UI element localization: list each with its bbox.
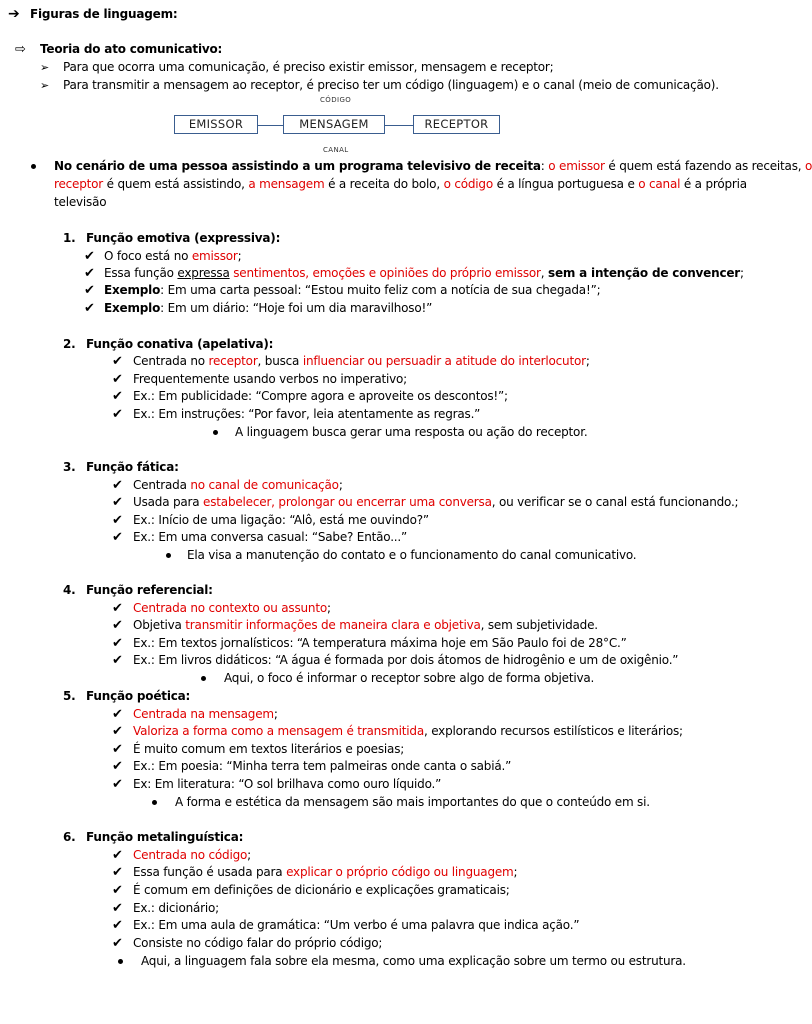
checkmark-icon: ✔ (112, 601, 123, 616)
list-item: Usada para estabelecer, prolongar ou encerrar uma conversa, ou verificar se o canal está funcionando.; (133, 495, 739, 509)
scenario-line-1: No cenário de uma pessoa assistindo a um programa televisivo de receita: o emissor é quem está fazendo as receitas, o (54, 159, 812, 173)
list-note: A linguagem busca gerar uma resposta ou ação do receptor. (235, 425, 588, 439)
list-item: Exemplo: Em uma carta pessoal: “Estou muito feliz com a notícia de sua chegada!”; (104, 283, 601, 297)
list-item: Ex: Em literatura: “O sol brilhava como ouro líquido.” (133, 777, 442, 791)
scenario-line-2: receptor é quem está assistindo, a mensagem é a receita do bolo, o código é a língua portuguesa e o canal é a própria (54, 177, 747, 191)
bullet-dot (31, 164, 36, 169)
diagram-box-mensagem: MENSAGEM (283, 115, 385, 134)
checkmark-icon: ✔ (84, 249, 95, 264)
list-item: Centrada no contexto ou assunto; (133, 601, 331, 615)
section-heading-conativa: Função conativa (apelativa): (86, 337, 274, 351)
checkmark-icon: ✔ (112, 936, 123, 951)
list-item: Centrada na mensagem; (133, 707, 278, 721)
checkmark-icon: ✔ (112, 901, 123, 916)
diagram-label-codigo: CÓDIGO (320, 96, 352, 104)
bullet-dot (201, 676, 206, 681)
list-item: Ex.: Em uma conversa casual: “Sabe? Então...” (133, 530, 408, 544)
checkmark-icon: ✔ (112, 724, 123, 739)
list-note: Aqui, o foco é informar o receptor sobre algo de forma objetiva. (224, 671, 595, 685)
bullet-dot (152, 800, 157, 805)
diagram-box-receptor: RECEPTOR (413, 115, 500, 134)
list-note: A forma e estética da mensagem são mais importantes do que o conteúdo em si. (175, 795, 650, 809)
diagram-box-emissor: EMISSOR (174, 115, 258, 134)
checkmark-icon: ✔ (112, 742, 123, 757)
teoria-heading: Teoria do ato comunicativo: (40, 42, 223, 56)
list-note: Aqui, a linguagem fala sobre ela mesma, como uma explicação sobre um termo ou estrutura. (141, 954, 686, 968)
teoria-item: Para transmitir a mensagem ao receptor, é preciso ter um código (linguagem) e o canal (meio de comunicação). (63, 78, 719, 92)
list-item: Essa função é usada para explicar o próprio código ou linguagem; (133, 865, 518, 879)
list-item: Ex.: Em uma aula de gramática: “Um verbo é uma palavra que indica ação.” (133, 918, 580, 932)
arrowhead-bullet-icon: ➢ (40, 79, 50, 92)
section-number: 3. (63, 460, 76, 474)
checkmark-icon: ✔ (112, 530, 123, 545)
list-item: É comum em definições de dicionário e explicações gramaticais; (133, 883, 510, 897)
list-item: Centrada no código; (133, 848, 251, 862)
section-heading-referencial: Função referencial: (86, 583, 213, 597)
checkmark-icon: ✔ (112, 865, 123, 880)
page-title: Figuras de linguagem: (30, 7, 178, 21)
section-number: 4. (63, 583, 76, 597)
checkmark-icon: ✔ (112, 777, 123, 792)
checkmark-icon: ✔ (112, 495, 123, 510)
diagram-connector (258, 125, 283, 126)
section-number: 6. (63, 830, 76, 844)
checkmark-icon: ✔ (112, 707, 123, 722)
checkmark-icon: ✔ (112, 513, 123, 528)
list-item: Ex.: Em livros didáticos: “A água é formada por dois átomos de hidrogênio e um de oxigênio.” (133, 653, 679, 667)
teoria-item: Para que ocorra uma comunicação, é preciso existir emissor, mensagem e receptor; (63, 60, 554, 74)
section-heading-fatica: Função fática: (86, 460, 179, 474)
diagram-label-canal: CANAL (323, 146, 349, 154)
bullet-dot (118, 959, 123, 964)
checkmark-icon: ✔ (112, 918, 123, 933)
section-number: 1. (63, 231, 76, 245)
list-item: Ex.: dicionário; (133, 901, 219, 915)
list-item: Ex.: Em instruções: “Por favor, leia atentamente as regras.” (133, 407, 481, 421)
checkmark-icon: ✔ (112, 759, 123, 774)
list-item: Centrada no canal de comunicação; (133, 478, 343, 492)
checkmark-icon: ✔ (112, 389, 123, 404)
checkmark-icon: ✔ (112, 653, 123, 668)
checkmark-icon: ✔ (112, 354, 123, 369)
list-item: Objetiva transmitir informações de maneira clara e objetiva, sem subjetividade. (133, 618, 598, 632)
diagram-connector (385, 125, 413, 126)
checkmark-icon: ✔ (84, 301, 95, 316)
section-heading-metalinguistica: Função metalinguística: (86, 830, 244, 844)
list-item: Valoriza a forma como a mensagem é transmitida, explorando recursos estilísticos e literários; (133, 724, 683, 738)
checkmark-icon: ✔ (112, 407, 123, 422)
checkmark-icon: ✔ (112, 618, 123, 633)
section-heading-poetica: Função poética: (86, 689, 191, 703)
checkmark-icon: ✔ (112, 478, 123, 493)
arrowhead-bullet-icon: ➢ (40, 61, 50, 74)
checkmark-icon: ✔ (112, 883, 123, 898)
list-item: O foco está no emissor; (104, 249, 242, 263)
list-item: É muito comum em textos literários e poesias; (133, 742, 405, 756)
list-item: Ex.: Em textos jornalísticos: “A temperatura máxima hoje em São Paulo foi de 28°C.” (133, 636, 627, 650)
list-item: Essa função expressa sentimentos, emoções e opiniões do próprio emissor, sem a intenção de convencer; (104, 266, 744, 280)
list-item: Frequentemente usando verbos no imperativo; (133, 372, 407, 386)
list-note: Ela visa a manutenção do contato e o funcionamento do canal comunicativo. (187, 548, 637, 562)
bullet-dot (166, 553, 171, 558)
checkmark-icon: ✔ (84, 266, 95, 281)
list-item: Ex.: Em publicidade: “Compre agora e aproveite os descontos!”; (133, 389, 508, 403)
checkmark-icon: ✔ (112, 372, 123, 387)
list-item: Ex.: Em poesia: “Minha terra tem palmeiras onde canta o sabiá.” (133, 759, 512, 773)
checkmark-icon: ✔ (112, 848, 123, 863)
section-number: 2. (63, 337, 76, 351)
arrow-bullet-icon: ➔ (8, 6, 20, 22)
list-item: Consiste no código falar do próprio código; (133, 936, 383, 950)
bullet-dot (213, 430, 218, 435)
section-heading-emotiva: Função emotiva (expressiva): (86, 231, 281, 245)
hollow-arrow-icon: ⇨ (15, 42, 26, 57)
list-item: Exemplo: Em um diário: “Hoje foi um dia maravilhoso!” (104, 301, 433, 315)
section-number: 5. (63, 689, 76, 703)
scenario-line-3: televisão (54, 195, 107, 209)
list-item: Ex.: Início de uma ligação: “Alô, está me ouvindo?” (133, 513, 429, 527)
checkmark-icon: ✔ (84, 283, 95, 298)
list-item: Centrada no receptor, busca influenciar ou persuadir a atitude do interlocutor; (133, 354, 590, 368)
checkmark-icon: ✔ (112, 636, 123, 651)
